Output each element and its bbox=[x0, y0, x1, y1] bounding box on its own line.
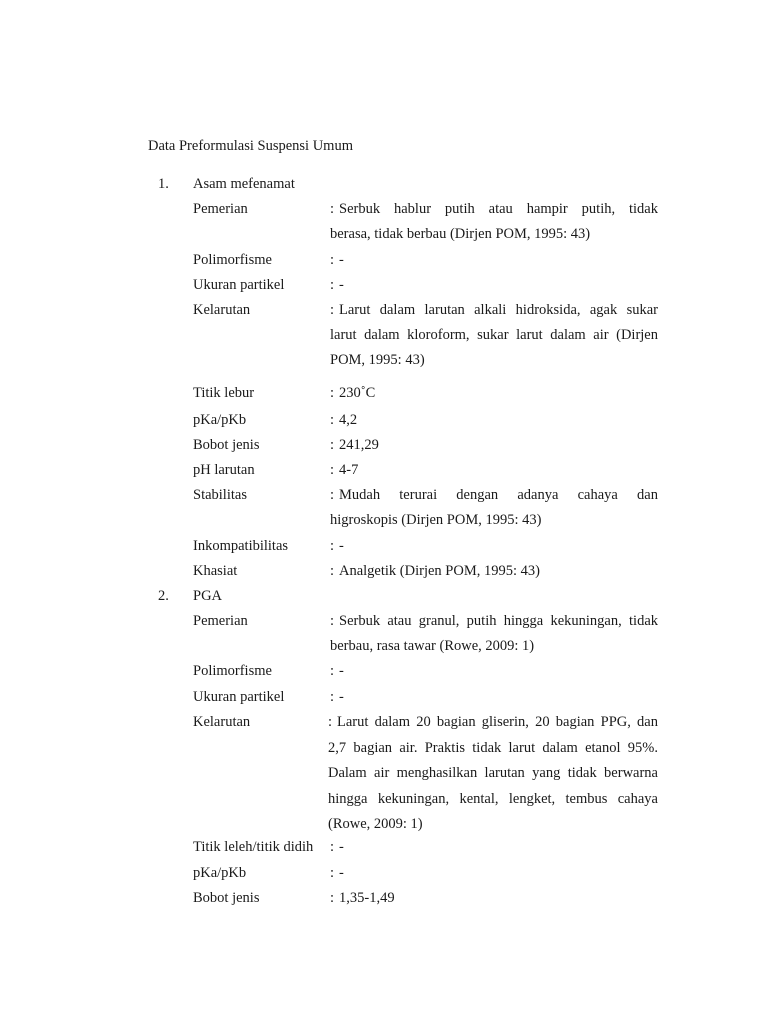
property-value-line: Dalam air menghasilkan larutan yang tidak berwarna bbox=[328, 765, 658, 781]
property-value-line: berasa, tidak berbau (Dirjen POM, 1995: 43) bbox=[330, 226, 591, 242]
property-value-line: 230˚C bbox=[339, 385, 376, 401]
property-label: pH larutan bbox=[193, 462, 255, 478]
separator-colon: : bbox=[330, 839, 335, 855]
separator-colon: : bbox=[330, 252, 335, 268]
separator-colon: : bbox=[330, 663, 335, 679]
separator-colon: : bbox=[330, 890, 335, 906]
separator-colon: : bbox=[330, 201, 335, 217]
property-value-line: 2,7 bagian air. Praktis tidak larut dalam etanol 95%. bbox=[328, 739, 658, 756]
property-value-line: 4-7 bbox=[339, 462, 359, 478]
separator-colon: : bbox=[328, 714, 333, 730]
separator-colon: : bbox=[330, 689, 335, 705]
separator-colon: : bbox=[330, 538, 335, 554]
property-label: Ukuran partikel bbox=[193, 689, 285, 705]
property-value-line: - bbox=[339, 538, 344, 554]
property-value-line: Serbuk hablur putih atau hampir putih, tidak bbox=[339, 201, 658, 217]
page-title: Data Preformulasi Suspensi Umum bbox=[148, 138, 353, 154]
property-value-line: Mudah terurai dengan adanya cahaya dan bbox=[339, 487, 658, 503]
property-value-line: - bbox=[339, 252, 344, 268]
property-label: Bobot jenis bbox=[193, 437, 260, 453]
property-value-line: (Rowe, 2009: 1) bbox=[328, 816, 423, 832]
property-value-line: hingga kekuningan, kental, lengket, tembus cahaya bbox=[328, 790, 658, 807]
section-number: 1. bbox=[158, 176, 169, 192]
property-label: Pemerian bbox=[193, 613, 248, 629]
property-label: Bobot jenis bbox=[193, 890, 260, 906]
property-value-line: POM, 1995: 43) bbox=[330, 352, 425, 368]
separator-colon: : bbox=[330, 412, 335, 428]
property-value-line: Analgetik (Dirjen POM, 1995: 43) bbox=[339, 563, 540, 579]
property-label: Titik lebur bbox=[193, 385, 255, 401]
separator-colon: : bbox=[330, 277, 335, 293]
property-value-line: Larut dalam larutan alkali hidroksida, agak sukar bbox=[339, 302, 658, 318]
section-number: 2. bbox=[158, 588, 169, 604]
property-label: Ukuran partikel bbox=[193, 277, 285, 293]
property-value-line: 4,2 bbox=[339, 412, 358, 428]
property-value-line: - bbox=[339, 839, 344, 855]
separator-colon: : bbox=[330, 613, 335, 629]
section-heading: PGA bbox=[193, 588, 223, 604]
property-label: Titik leleh/titik didih bbox=[193, 839, 314, 855]
property-value-line: - bbox=[339, 277, 344, 293]
property-value-line: 1,35-1,49 bbox=[339, 890, 395, 906]
property-value-line: Larut dalam 20 bagian gliserin, 20 bagian PPG, dan bbox=[337, 714, 658, 730]
property-label: pKa/pKb bbox=[193, 865, 247, 881]
property-value-line: Serbuk atau granul, putih hingga kekuningan, tidak bbox=[339, 613, 658, 629]
property-label: Polimorfisme bbox=[193, 252, 272, 268]
property-value-line: berbau, rasa tawar (Rowe, 2009: 1) bbox=[330, 638, 535, 654]
separator-colon: : bbox=[330, 437, 335, 453]
section-heading: Asam mefenamat bbox=[193, 176, 295, 192]
property-label: Kelarutan bbox=[193, 302, 251, 318]
property-value-line: higroskopis (Dirjen POM, 1995: 43) bbox=[330, 512, 542, 528]
property-label: Kelarutan bbox=[193, 714, 251, 730]
property-label: Inkompatibilitas bbox=[193, 538, 289, 554]
property-label: Pemerian bbox=[193, 201, 248, 217]
property-label: Khasiat bbox=[193, 563, 238, 579]
separator-colon: : bbox=[330, 302, 335, 318]
separator-colon: : bbox=[330, 385, 335, 401]
property-value-line: 241,29 bbox=[339, 437, 379, 453]
property-value-line: - bbox=[339, 663, 344, 679]
property-label: Stabilitas bbox=[193, 487, 247, 503]
property-label: pKa/pKb bbox=[193, 412, 247, 428]
separator-colon: : bbox=[330, 487, 335, 503]
separator-colon: : bbox=[330, 462, 335, 478]
property-value-line: - bbox=[339, 865, 344, 881]
property-label: Polimorfisme bbox=[193, 663, 272, 679]
separator-colon: : bbox=[330, 865, 335, 881]
separator-colon: : bbox=[330, 563, 335, 579]
property-value-line: larut dalam kloroform, sukar larut dalam air (Dirjen bbox=[330, 327, 658, 343]
property-value-line: - bbox=[339, 689, 344, 705]
